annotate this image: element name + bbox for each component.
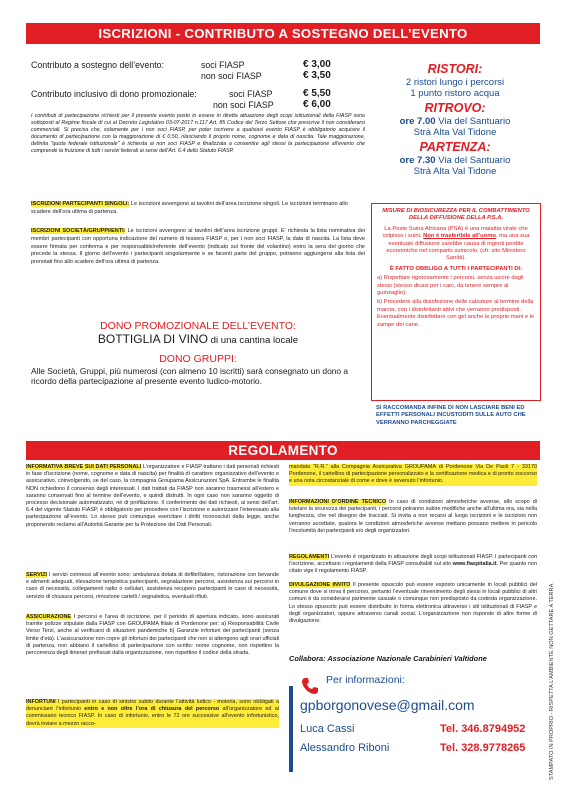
contact-title: Per informazioni: — [326, 674, 405, 686]
regolamento-header: REGOLAMENTO — [26, 441, 540, 460]
assicurazione-text: I percorsi e l’area di iscrizione, per il periodo di apertura indicato, sono assicurati tramite polizze stipulate dalla FIASP con GROUPAMA filiale di Pordenone per: a) Responsabilità Civile Verso Terzi, anche al verificarsi di situazioni pandemiche b) Garanzie infortuni dei partecipanti (senza limite d’età). L’assicurazione non copre gli infortuni dei partecipanti che non si attengono agli orari ufficiali di partenza, non abbiano il cartellino di partecipazione con scritto: nome cognome, non rispettino la percorrenza degli itinerari prefissati dalla organizzazione, non rispettino il codice della strada. — [26, 614, 279, 657]
servizi-text: I servizi connessi all’evento sono: ambulanza dotata di defibrillatore, ristorazione con bevande e alimenti adeguati, rilevazione tempistica partecipanti, segnalazione percorsi, assistenza sui percorsi in caso di necessità, collegamenti radio o cellulari, assistenza recupero partecipanti in caso di necessità, servizio di chiusura percorsi, rimozione cartelli / segnaletica, eventuali rifiuti. — [26, 572, 279, 600]
biosicurezza-item-b: b) Procedere alla disinfezione delle calzature al termine della marcia, con i disinfettanti attivi che verranno predisposti. Eventualmente disinfettare con gel anche le proprie mani e le zampe del cane. — [377, 299, 535, 328]
phone-icon — [300, 676, 320, 696]
ritrovo-place: Via del Santuario — [438, 116, 511, 127]
divulgazione-paragraph — [289, 582, 537, 625]
ristori-line: 1 punto ristoro acqua — [410, 88, 500, 99]
biosicurezza-item-a: a) Rispettare rigorosamente i percorsi, senza uscire dagli stessi (stesso dicasi per i cani, da tenere sempre al guinzaglio); — [377, 275, 524, 297]
regolamenti-label: REGOLAMENTI — [289, 554, 330, 560]
singoli-paragraph — [31, 201, 365, 216]
ristori-line: 2 ristori lungo i percorsi — [405, 77, 505, 88]
fiasp-link[interactable]: www.fiaspitalia.it — [452, 561, 497, 568]
iscrizioni-header: ISCRIZIONI - CONTRIBUTO A SOSTEGNO DELL’EVENTO — [26, 23, 540, 44]
assicurazione-paragraph — [26, 614, 279, 657]
privacy-text: L’organizzatore e FIASP trattano i dati personali richiesti in fase d’iscrizione (nome, cognome e data di nascita) per finalità di carattere organizzativo dell’evento e assicurativo, coinvolgendo, se del caso, la compagnia Groupama Assicurazioni SpA. Entrambe le finalità NON richiedono il consenso degli interessati. I dati trattati da FIASP non saranno trasmessi all’estero e saranno conservati fino al termine dell’evento, e quindi distrutti. In ogni caso non saranno oggetto di processo decisionale automatizzato, né di profilazione. Il conferimento dei dati richiesti, ai sensi dell’art. 6.4 del vigente Statuto FIASP, è obbligatorio per procedere con l’iscrizione e autorizzare l’interessato alla partecipazione all’evento. Lo stesso può comunque esercitare i diritti riconosciuti dalla legge, anche proponendo reclamo all’Autorità Garante per la Protezione dei Dati Personali. — [26, 464, 280, 528]
divulgazione-label: DIVULGAZIONE INVITO — [289, 582, 351, 588]
contact-name: Luca Cassi — [300, 723, 355, 735]
ritrovo-time: ore 7.00 — [399, 116, 436, 127]
infortuni-text-bold: entro e non oltre l’ora di chiusura del percorso — [84, 706, 220, 713]
ritrovo-place-2: Strà Alta Val Tidone — [413, 127, 497, 138]
contact-row — [300, 722, 540, 736]
contact-email[interactable]: gpborgonovese@gmail.com — [300, 697, 475, 713]
regolamenti-tail: . Per quanto non citato vige il regolamento FIASP. — [289, 561, 537, 575]
gruppi-label: ISCRIZIONI SOCIETÀ/GRUPPI/ENTI: — [31, 228, 126, 234]
collabora: Collabora: Associazione Nazionale Carabinieri Valtidone — [289, 654, 487, 663]
intro-a: La Peste Suina Africana (PSA) è una malattia virale che colpisce i suini. — [382, 225, 528, 240]
gruppi-text: Le iscrizioni avvengono ai tavolini dell’area iscrizione gruppi. E’ richiesta la lista nominativa dei membri partecipanti con opportuna indicazione del numero di tessera FIASP o, per i non soci FIASP, la data di nascita. La lista deve essere firmata per conferma e per responsabile/referente dell’evento (indicato sul fronte del volantino) entro la sera del giorno che precede la stessa. Il giorno dell’evento i partecipanti singolarmente e se facenti parte del gruppo, potranno aggiungersi alla lista dei prenotati fino allo scadere dell’ora ultima di partenza. — [31, 228, 365, 266]
fee-price: € 3,00 — [303, 59, 331, 70]
fee-type: non soci FIASP — [201, 71, 262, 81]
biosicurezza-intro — [377, 226, 535, 263]
ritrovo-title: RITROVO: — [424, 101, 486, 115]
contact-row — [300, 741, 540, 755]
partenza-place-2: Strà Alta Val Tidone — [413, 166, 497, 177]
fiscal-note: I contributi di partecipazione richiesti per il presente evento posto in essere in diretta attuazione degli scopi istituzionali della FIASP sono sottoposti al Regime fiscale di cui al Decreto Legislativo 03-07-2017 n.117 Art. 85 Codice del Terzo Settore che prescrive il non considerarsi commerciali. Si precisa che, solamente per i non soci FIASP, per poter iscrivere a qualsiasi evento FIASP è obbligatorio acquisire il documento di partecipazione con la maggiorazione di € 0,50, rilasciando il proprio nome, cognome e data di nascita. Tale maggiorazione, definita "quota federale istituzionale" è richiesta ai non soci FIASP e finalizzata a consentire agli stessi la partecipazione all'evento che comprende la fruizione di tutti i servizi federali ai sensi dell'Art. 6.4 dello Statuto FIASP. — [31, 113, 365, 155]
ristori-title: RISTORI: — [427, 62, 483, 76]
dono-gruppi-title: DONO GRUPPI: — [159, 353, 237, 365]
biosicurezza-obbligo: È FATTO OBBLIGO A TUTTI I PARTECIPANTI DI: — [389, 265, 523, 272]
contact-name: Alessandro Riboni — [300, 742, 390, 754]
fee-label: Contributo a sostegno dell’evento: — [31, 60, 165, 70]
gruppi-paragraph — [31, 228, 365, 267]
fee-type: soci FIASP — [229, 89, 273, 99]
assicurazione-label: ASSICURAZIONE — [26, 614, 72, 620]
biosicurezza-title: MISURE DI BIOSICUREZZA PER IL COMBATTIMENTO DELLA DIFFUSIONE DELLA P.S.A. — [382, 208, 530, 222]
contact-phone[interactable]: Tel. 346.8794952 — [440, 723, 526, 735]
privacy-paragraph — [26, 464, 279, 529]
fee-row — [31, 71, 361, 81]
regolamenti-text: L’evento è organizzato in attuazione degli scopi istituzionali FIASP. I partecipanti con l’iscrizione, accettano i regolamenti della FIASP consultabili sul sito — [289, 554, 537, 568]
fee-row — [31, 60, 361, 70]
singoli-label: ISCRIZIONI PARTECIPANTI SINGOLI: — [31, 201, 130, 207]
ritrovo-line — [372, 116, 538, 127]
intro-underlined: Non è trasferibile all’uomo — [423, 233, 496, 240]
contact-phone[interactable]: Tel. 328.9778265 — [440, 742, 526, 754]
fee-row — [31, 100, 361, 110]
dono-title: DONO PROMOZIONALE DELL’EVENTO: — [100, 320, 296, 332]
tecnico-label: INFORMAZIONI D’ORDINE TECNICO — [289, 499, 387, 505]
dono-item-bold: BOTTIGLIA DI VINO — [97, 332, 208, 346]
fee-type: non soci FIASP — [213, 100, 274, 110]
partenza-title: PARTENZA: — [419, 140, 491, 154]
regolamenti-paragraph — [289, 554, 537, 576]
contact-divider — [289, 686, 293, 772]
fee-type: soci FIASP — [201, 60, 245, 70]
privacy-label: INFORMATIVA BREVE SUI DATI PERSONALI — [26, 464, 142, 470]
mandata-paragraph: mandata “R.R.” alla Compagnia Assicurativa GROUPAMA di Pordenone Via De Paoli 7 - 33170 Pordenone, il cartellino di partecipazione personalizzato e la certificazione medica e di pronto soccorso e una nota circostanziale di come e dove è avvenuto l’infortunio. — [289, 464, 537, 485]
partenza-time: ore 7.30 — [399, 155, 436, 166]
fee-label: Contributo inclusivo di dono promozionale: — [31, 89, 197, 99]
divulgazione-text: Il presente opuscolo può essere esposto unicamente in locali pubblici del comune dove si trova il percorso, pertanto l’eventuale rinvenimento degli stessi in locali pubblici di altri comuni è da considerarsi parimente casuale o comunque non predisposto da codesta organizzazione. Lo stesso opuscolo può essere distribuito in forma elettronica attraverso i siti istituzionali di FIASP e degli organizzatori, oppure attraverso canali social. L’organizzazione non risponde di altre forme di divulgazione. — [289, 582, 537, 625]
fee-row — [31, 89, 361, 99]
dono-item — [31, 333, 365, 347]
singoli-text: Le iscrizioni avvengono ai tavolini dell’area iscrizione singoli. Le iscrizioni terminano allo scadere dell’ora ultima di partenza. — [31, 201, 348, 215]
biosicurezza-box — [371, 203, 541, 401]
ristori-section — [372, 62, 538, 177]
intro-b: , ma una sua eventuale diffusione sarebbe causa di ingenti perdite economiche nel comparto suinicolo. (cfr. sito Ministero Sanità). — [386, 233, 530, 262]
infortuni-text-a: I partecipanti in caso di sinistro subito durante l’attività ludico - motoria, sono obbligati a denunciare l’infortunio — [26, 699, 279, 713]
servizi-paragraph — [26, 572, 279, 601]
partenza-place: Via del Santuario — [438, 155, 511, 166]
partenza-line — [372, 155, 538, 166]
raccomandazione: SI RACCOMANDA INFINE DI NON LASCIARE BENI ED EFFETTI PERSONALI INCUSTODITI SULLE AUTO CHE VERRANNO PARCHEGGIATE — [376, 405, 526, 426]
dono-item-rest: di una cantina locale — [207, 335, 299, 346]
servizi-label: SERVIZI — [26, 572, 48, 578]
infortuni-text-c: all’organizzatore ed al commissario tecnico FIASP. In caso di infortunio, entro le 72 ore successive all’evento infortunistico, dovrà inviare a mezzo racco- — [26, 706, 279, 727]
fee-price: € 6,00 — [303, 99, 331, 110]
infortuni-label: INFORTUNI — [26, 699, 56, 705]
side-note: STAMPATO IN PROPRIO - RISPETTA L’AMBIENTE NON GETTARE A TERRA — [549, 583, 555, 780]
fee-price: € 5,50 — [303, 88, 331, 99]
dono-gruppi-text: Alle Società, Gruppi, più numerosi (con almeno 10 iscritti) sarà consegnato un dono a ricordo della partecipazione al presente evento ludico-motorio. — [31, 366, 349, 387]
tecnico-text: In caso di condizioni atmosferiche avverse, allo scopo di tutelare la sicurezza dei partecipanti, i percorsi potranno subire modifiche anche all’ultima ora, sia nella lunghezza, che nel disegno dei tracciati. Si invita a non recarsi al luogo iscrizioni e le iscrizioni non verranno accettate, qualora le condizioni atmosferiche avverse mettano possano mettere in pericolo l’incolumità dei partecipanti e/o degli organizzatori. — [289, 499, 537, 534]
tecnico-paragraph — [289, 499, 537, 535]
side-note-wrap — [547, 540, 557, 780]
infortuni-paragraph — [26, 699, 279, 728]
fee-price: € 3,50 — [303, 70, 331, 81]
